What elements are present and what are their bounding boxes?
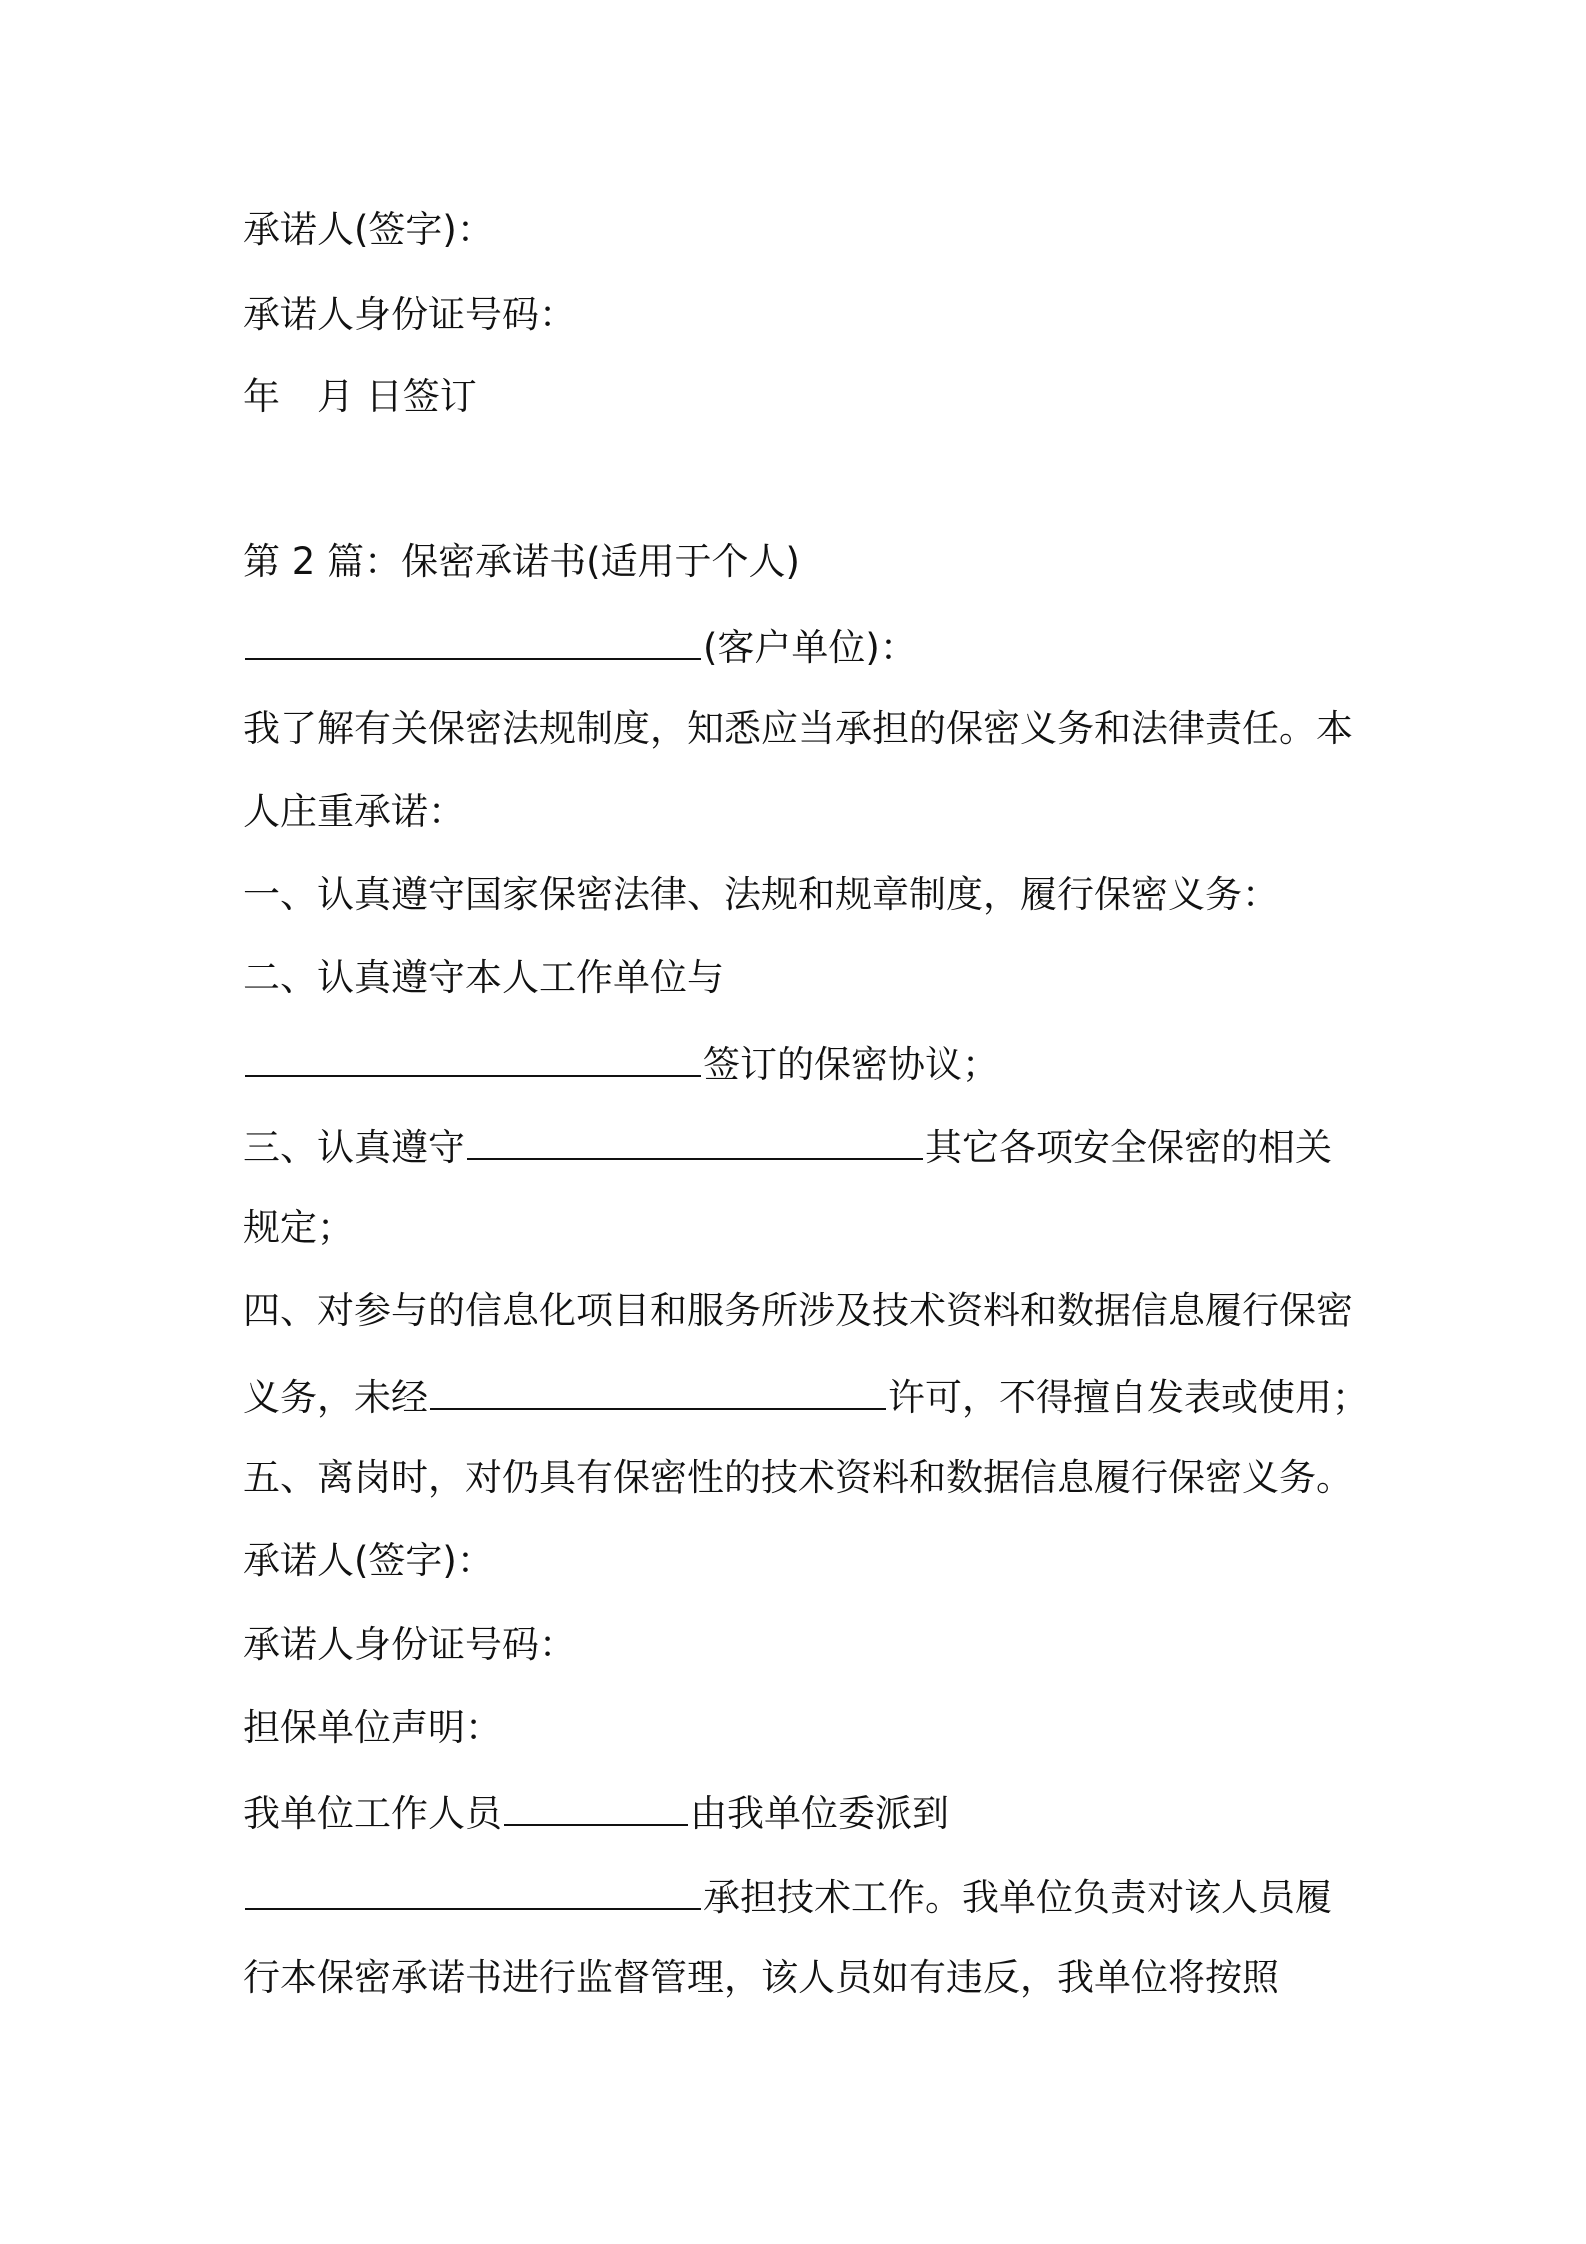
item-2-blank [245,1037,701,1077]
intro-text-1: 我了解有关保密法规制度，知悉应当承担的保密义务和法律责任。本 [243,707,1353,750]
item-5-text: 五、离岗时，对仍具有保密性的技术资料和数据信息履行保密义务。 [243,1456,1353,1499]
guarantor-line-1 [243,1786,949,1839]
item-4-blank [430,1370,886,1410]
sign-line-2 [243,1536,494,1586]
guarantor-prefix: 我单位工作人员 [243,1792,502,1835]
item-2-suffix: 签订的保密协议； [703,1043,999,1086]
guarantor-line-2 [243,1870,1332,1923]
section-title-text: 第 2 篇：保密承诺书(适用于个人) [243,540,800,583]
id-line-2 [243,1620,576,1670]
item-2-continued [243,1037,999,1090]
section-title [243,537,800,587]
item-2 [243,953,724,1003]
item-3-blank [467,1120,923,1160]
item-5 [243,1453,1353,1503]
client-line [243,620,917,673]
guarantor-suffix: 由我单位委派到 [690,1792,949,1835]
date-label: 年 月 日签订 [243,375,477,418]
signature-label: 承诺人(签字)： [243,208,494,251]
item-4-continued [243,1370,1369,1423]
intro-line-1 [243,704,1353,754]
item-3-continued [243,1203,354,1253]
guarantor-line-2-text: 承担技术工作。我单位负责对该人员履 [703,1876,1332,1919]
intro-line-2 [243,787,465,837]
item-3-suffix: 其它各项安全保密的相关 [925,1126,1332,1169]
id-number-label: 承诺人身份证号码： [243,293,576,336]
item-3-prefix: 三、认真遵守 [243,1126,465,1169]
sign-label-2: 承诺人(签字)： [243,1539,494,1582]
id-number-line [243,290,576,340]
guarantor-line-3 [243,1953,1279,2003]
item-3 [243,1120,1332,1173]
intro-text-2: 人庄重承诺： [243,790,465,833]
guarantor-line-3-text: 行本保密承诺书进行监督管理，该人员如有违反，我单位将按照 [243,1956,1279,1999]
id-label-2: 承诺人身份证号码： [243,1623,576,1666]
guarantor-heading [243,1703,502,1753]
guarantor-heading-text: 担保单位声明： [243,1706,502,1749]
item-3-text-2: 规定； [243,1206,354,1249]
assignment-blank [245,1870,701,1910]
item-4-suffix: 许可，不得擅自发表或使用； [888,1376,1369,1419]
item-1-text: 一、认真遵守国家保密法律、法规和规章制度，履行保密义务： [243,873,1279,916]
client-label: (客户单位)： [703,626,917,669]
signature-line [243,205,494,255]
item-2-text: 二、认真遵守本人工作单位与 [243,956,724,999]
client-blank [245,620,701,660]
item-1 [243,870,1279,920]
item-4-prefix: 义务，未经 [243,1376,428,1419]
staff-name-blank [504,1786,688,1826]
date-line [243,372,477,422]
item-4-text: 四、对参与的信息化项目和服务所涉及技术资料和数据信息履行保密 [243,1289,1353,1332]
item-4 [243,1286,1353,1336]
